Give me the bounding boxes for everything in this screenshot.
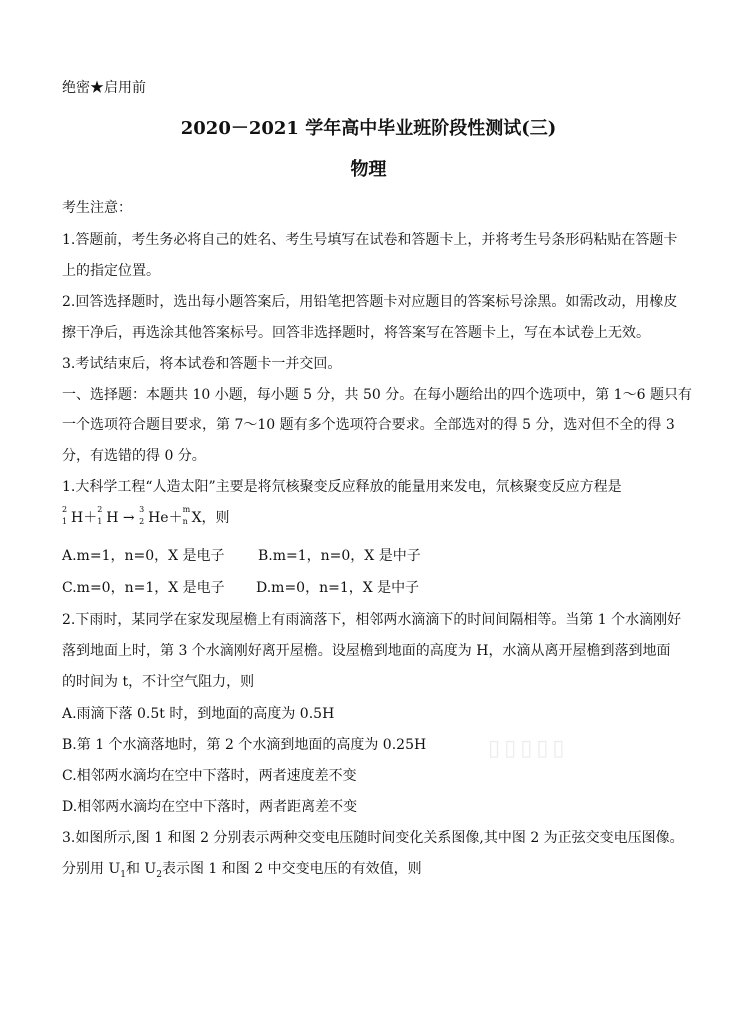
notice-heading: 考生注意：: [62, 200, 132, 216]
section-instructions: 一、选择题：本题共 10 小题，每小题 5 分，共 50 分。在每小题给出的四个选项中，第 1～6 题只有: [62, 387, 692, 403]
question-2-option-d: D.相邻两水滴均在空中下落时，两者距离差不变: [62, 799, 358, 815]
question-2-stem: 2.下雨时，某同学在家发现屋檐上有雨滴落下，相邻两水滴滴下的时间间隔相等。当第 1 个水滴刚好: [62, 612, 682, 628]
question-1-stem: 1.大科学工程“人造太阳”主要是将氘核聚变反应释放的能量用来发电，氘核聚变反应方程是: [62, 479, 622, 495]
question-1-option-c: C.m=0，n=1，X 是电子: [62, 580, 225, 596]
question-2-option-c: C.相邻两水滴均在空中下落时，两者速度差不变: [62, 768, 357, 784]
question-3-stem: 3.如图所示,图 1 和图 2 分别表示两种交变电压随时间变化关系图像,其中图 2 为正弦交变电压图像。: [62, 830, 684, 846]
question-2-option-a: A.雨滴下落 0.5t 时，到地面的高度为 0.5H: [62, 706, 335, 722]
question-2-stem: 的时间为 t，不计空气阻力，则: [62, 674, 255, 690]
question-2-stem: 落到地面上时，第 3 个水滴刚好离开屋檐。设屋檐到地面的高度为 H，水滴从离开屋檐到落到地面: [62, 643, 671, 659]
section-instructions: 一个选项符合题目要求，第 7～10 题有多个选项符合要求。全部选对的得 5 分，选对但不全的得 3: [62, 417, 675, 433]
question-1-option-b: B.m=1，n=0，X 是中子: [258, 548, 421, 564]
reaction-arrow: →: [122, 510, 135, 526]
notice-line: 2.回答选择题时，选出每小题答案后，用铅笔把答题卡对应题目的答案标号涂黑。如需改动，用橡皮: [62, 294, 678, 310]
notice-line: 上的指定位置。: [62, 263, 160, 279]
nuclide-x: m n X: [182, 505, 202, 526]
fusion-equation: 2 1 H＋ 2 1 H → 3 2 He＋ m n X，则: [62, 505, 230, 526]
question-1-option-d: D.m=0，n=1，X 是中子: [256, 580, 420, 596]
confidential-label: 绝密★启用前: [62, 80, 146, 96]
exam-title: 2020－2021 学年高中毕业班阶段性测试(三): [180, 118, 557, 139]
nuclide-he: 3 2 He: [139, 505, 169, 526]
notice-line: 3.考试结束后，将本试卷和答题卡一并交回。: [62, 356, 342, 372]
question-1-option-a: A.m=1，n=0，X 是电子: [62, 548, 225, 564]
nuclide-h2: 2 1 H: [97, 505, 119, 526]
watermark-logo: ▯▯▯▯▯: [488, 736, 569, 761]
notice-line: 1.答题前，考生务必将自己的姓名、考生号填写在试卷和答题卡上，并将考生号条形码粘贴在答题卡: [62, 232, 678, 248]
subject-title: 物理: [350, 159, 387, 180]
question-2-option-b: B.第 1 个水滴落地时，第 2 个水滴到地面的高度为 0.25H: [62, 737, 427, 753]
section-instructions: 分，有选错的得 0 分。: [62, 448, 206, 464]
nuclide-h1: 2 1 H: [62, 505, 84, 526]
notice-line: 擦干净后，再选涂其他答案标号。回答非选择题时，将答案写在答题卡上，写在本试卷上无效。: [62, 325, 650, 341]
question-3-stem: 分别用 $U_1$和 $U_2$表示图 1 和图 2 中交变电压的有效值，则: [62, 861, 422, 880]
